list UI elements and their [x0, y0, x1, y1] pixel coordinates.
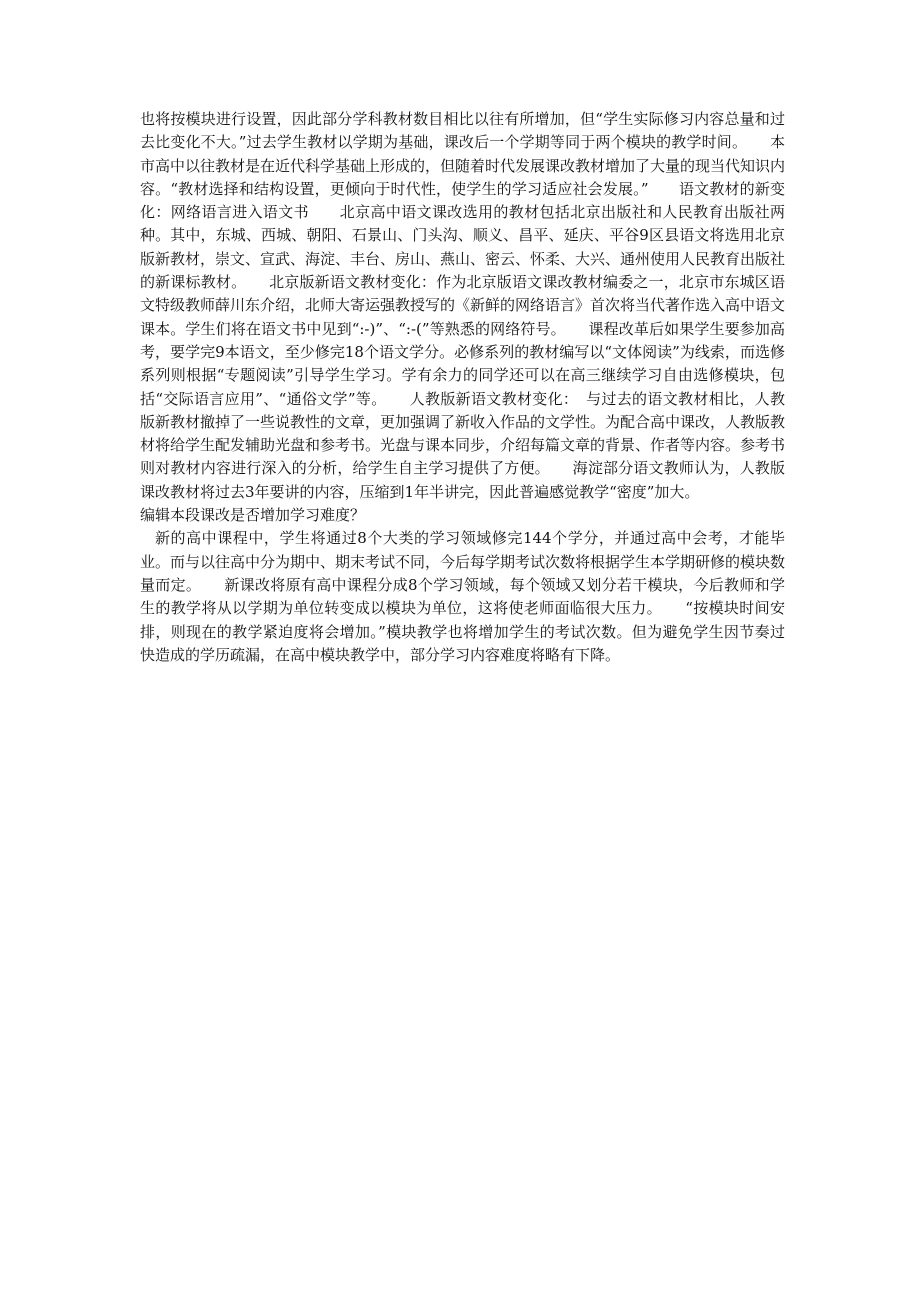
document-body	[140, 108, 785, 667]
body-paragraph: 新的高中课程中，学生将通过8个大类的学习领域修完144个学分，并通过高中会考，才能毕业。而与以往高中分为期中、期末考试不同，今后每学期考试次数将根据学生本学期研修的模块数量而定。 新课改将原有高中课程分成8个学习领域，每个领域又划分若干模块，今后教师和学生的教学将从以学期为单位转变成以模块为单位，这将使老师面临很大压力。 “按模块时间安排，则现在的教学紧迫度将会增加。”模块教学也将增加学生的考试次数。但为避免学生因节奏过快造成的学历疏漏，在高中模块教学中，部分学习内容难度将略有下降。	[140, 529, 786, 664]
body-paragraph: 也将按模块进行设置，因此部分学科教材数目相比以往有所增加，但“学生实际修习内容总量和过去比变化不大。”过去学生教材以学期为基础，课改后一个学期等同于两个模块的教学时间。 本市高中以往教材是在近代科学基础上形成的，但随着时代发展课改教材增加了大量的现当代知识内容。“教材选择和结构设置，更倾向于时代性，使学生的学习适应社会发展。” 语文教材的新变化：网络语言进入语文书 北京高中语文课改选用的教材包括北京出版社和人民教育出版社两种。其中，东城、西城、朝阳、石景山、门头沟、顺义、昌平、延庆、平谷9区县语文将选用北京版新教材，崇文、宣武、海淀、丰台、房山、燕山、密云、怀柔、大兴、通州使用人民教育出版社的新课标教材。 北京版新语文教材变化：作为北京版语文课改教材编委之一，北京市东城区语文特级教师薛川东介绍，北师大寄运强教授写的《新鲜的网络语言》首次将当代著作选入高中语文课本。学生们将在语文书中见到“:-)”、“:-(”等熟悉的网络符号。 课程改革后如果学生要参加高考，要学完9本语文，至少修完18个语文学分。必修系列的教材编写以“文体阅读”为线索，而选修系列则根据“专题阅读”引导学生学习。学有余力的同学还可以在高三继续学习自由选修模块，包括“交际语言应用”、“通俗文学”等。 人教版新语文教材变化： 与过去的语文教材相比，人教版新教材撤掉了一些说教性的文章，更加强调了新收入作品的文学性。为配合高中课改，人教版教材将给学生配发辅助光盘和参考书。光盘与课本同步，介绍每篇文章的背景、作者等内容。参考书则对教材内容进行深入的分析，给学生自主学习提供了方便。 海淀部分语文教师认为，人教版课改教材将过去3年要讲的内容，压缩到1年半讲完，因此普遍感觉教学“密度”加大。	[140, 110, 786, 501]
section-heading: 编辑本段课改是否增加学习难度？	[140, 506, 366, 525]
